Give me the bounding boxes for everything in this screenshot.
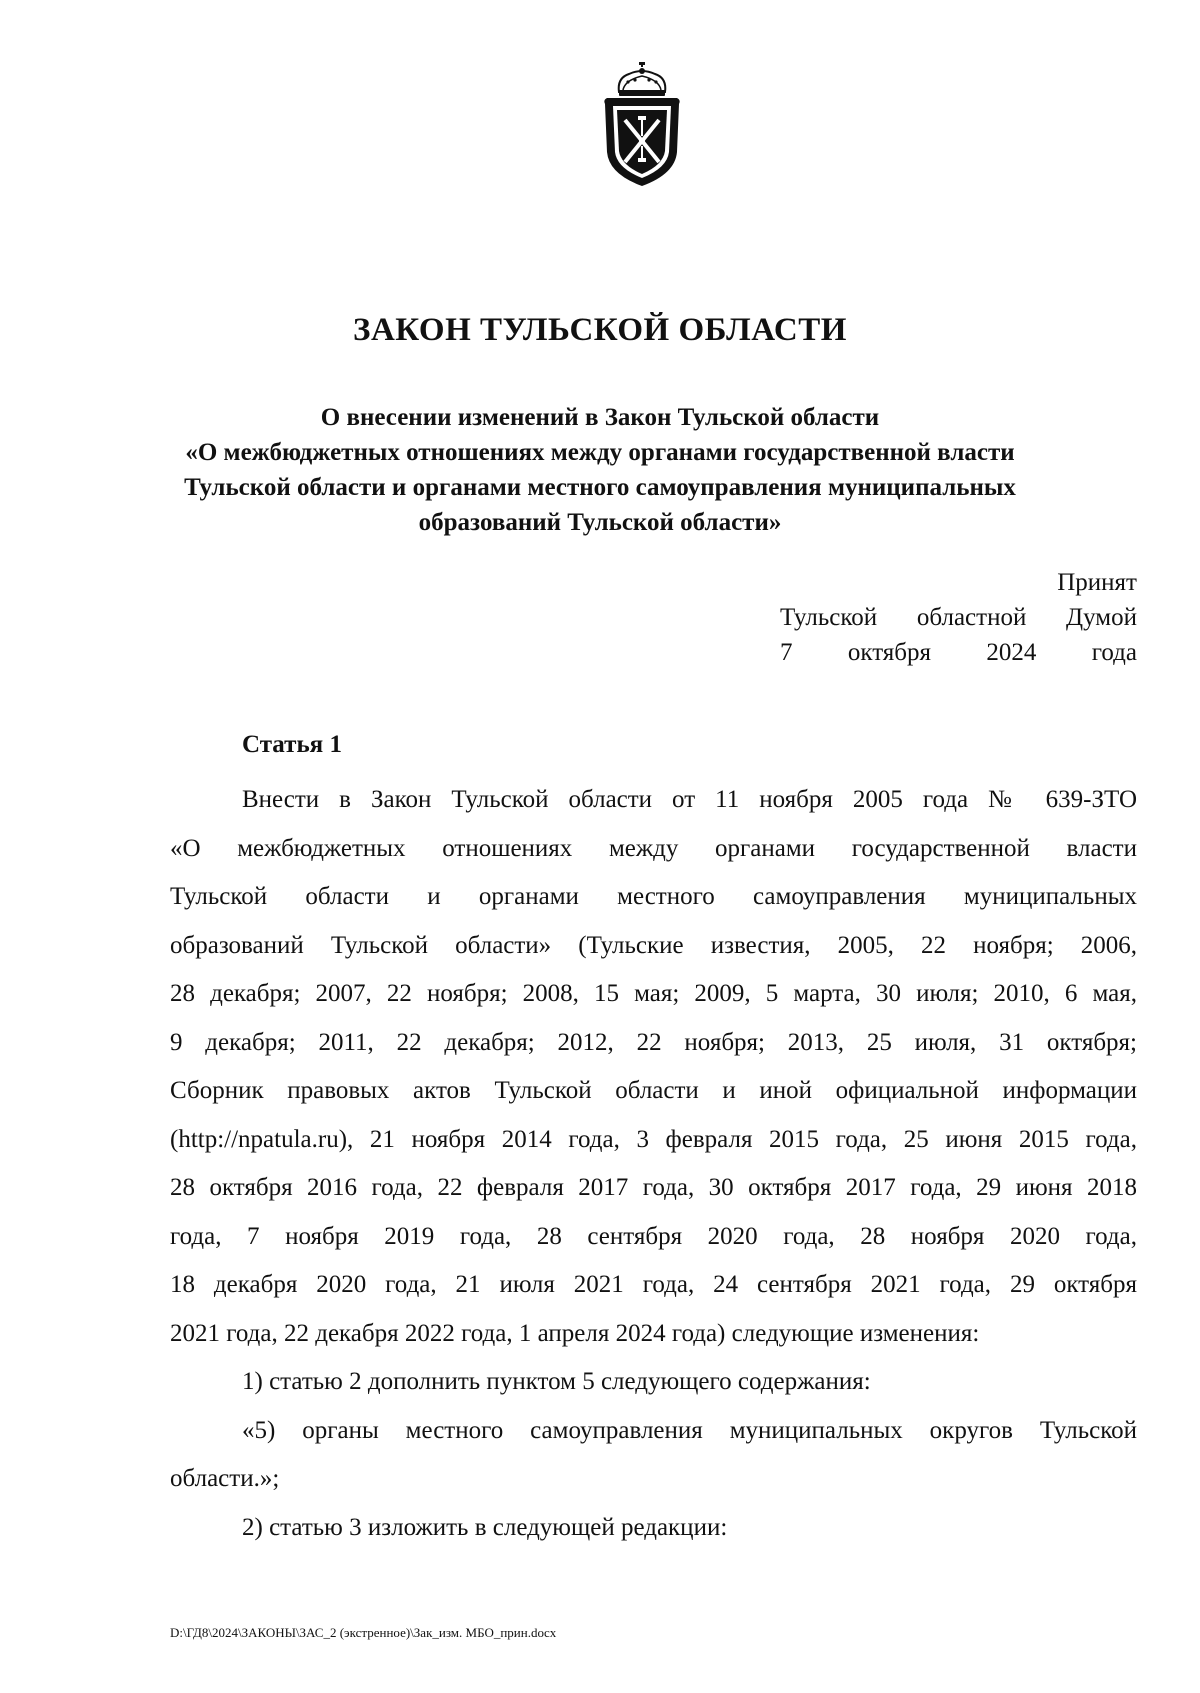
article-heading: Статья 1 [242, 731, 342, 758]
subtitle-line: Тульской области и органами местного самоуправления муниципальных [184, 474, 1016, 501]
body-line: 9 декабря; 2011, 22 декабря; 2012, 22 ноября; 2013, 25 июля, 31 октября; [170, 1028, 1137, 1056]
document-title: ЗАКОН ТУЛЬСКОЙ ОБЛАСТИ [353, 312, 847, 348]
adoption-word: 2024 [986, 639, 1037, 666]
adoption-line-accepted: Принят [1057, 569, 1137, 596]
adoption-word: октября [847, 639, 932, 666]
body-line: 18 декабря 2020 года, 21 июля 2021 года, 24 сентября 2021 года, 29 октября [170, 1271, 1137, 1298]
adoption-word: областной [916, 604, 1027, 631]
body-line: года, 7 ноября 2019 года, 28 сентября 2020 года, 28 ноября 2020 года, [170, 1222, 1137, 1250]
list-item-1: 1) статью 2 дополнить пунктом 5 следующего содержания: [242, 1368, 871, 1395]
body-line: образований Тульской области» (Тульские известия, 2005, 22 ноября; 2006, [170, 931, 1137, 959]
adoption-line-date [780, 635, 1137, 670]
article-body [170, 776, 1137, 1552]
crown-icon [619, 62, 666, 96]
body-line: Сборник правовых актов Тульской области и иной официальной информации [170, 1077, 1137, 1104]
body-line: 2021 года, 22 декабря 2022 года, 1 апреля 2024 года) следующие изменения: [170, 1319, 980, 1347]
body-line: 28 октября 2016 года, 22 февраля 2017 года, 30 октября 2017 года, 29 июня 2018 [170, 1174, 1137, 1201]
adoption-word: 7 [780, 639, 793, 666]
adoption-word: Думой [1066, 604, 1137, 631]
tula-coat-of-arms-emblem [601, 62, 683, 190]
shield-icon [604, 98, 679, 186]
body-line: «О межбюджетных отношениях между органами государственной власти [170, 834, 1137, 862]
subtitle-line: образований Тульской области» [418, 509, 782, 536]
adoption-block [780, 565, 1137, 670]
body-line: 28 декабря; 2007, 22 ноября; 2008, 15 мая; 2009, 5 марта, 30 июля; 2010, 6 мая, [170, 980, 1137, 1007]
adoption-word: года [1091, 639, 1137, 666]
subtitle-line: «О межбюджетных отношениях между органами государственной власти [185, 439, 1015, 466]
body-line: Тульской области и органами местного самоуправления муниципальных [170, 883, 1137, 910]
quote-line: области.»; [170, 1465, 280, 1492]
file-path-footer: D:\ГД8\2024\ЗАКОНЫ\ЗАС_2 (экстренное)\Зак_изм. МБО_прин.docx [170, 1625, 557, 1640]
quote-line: «5) органы местного самоуправления муниципальных округов Тульской [242, 1416, 1137, 1444]
document-subtitle [150, 400, 1050, 540]
subtitle-line: О внесении изменений в Закон Тульской области [320, 404, 880, 431]
list-item-2: 2) статью 3 изложить в следующей редакции: [242, 1513, 728, 1541]
body-line: (http://npatula.ru), 21 ноября 2014 года, 3 февраля 2015 года, 25 июня 2015 года, [170, 1125, 1137, 1153]
body-line: Внести в Закон Тульской области от 11 ноября 2005 года № 639-ЗТО [242, 786, 1137, 813]
adoption-line-duma [780, 600, 1137, 635]
adoption-word: Тульской [780, 604, 878, 631]
